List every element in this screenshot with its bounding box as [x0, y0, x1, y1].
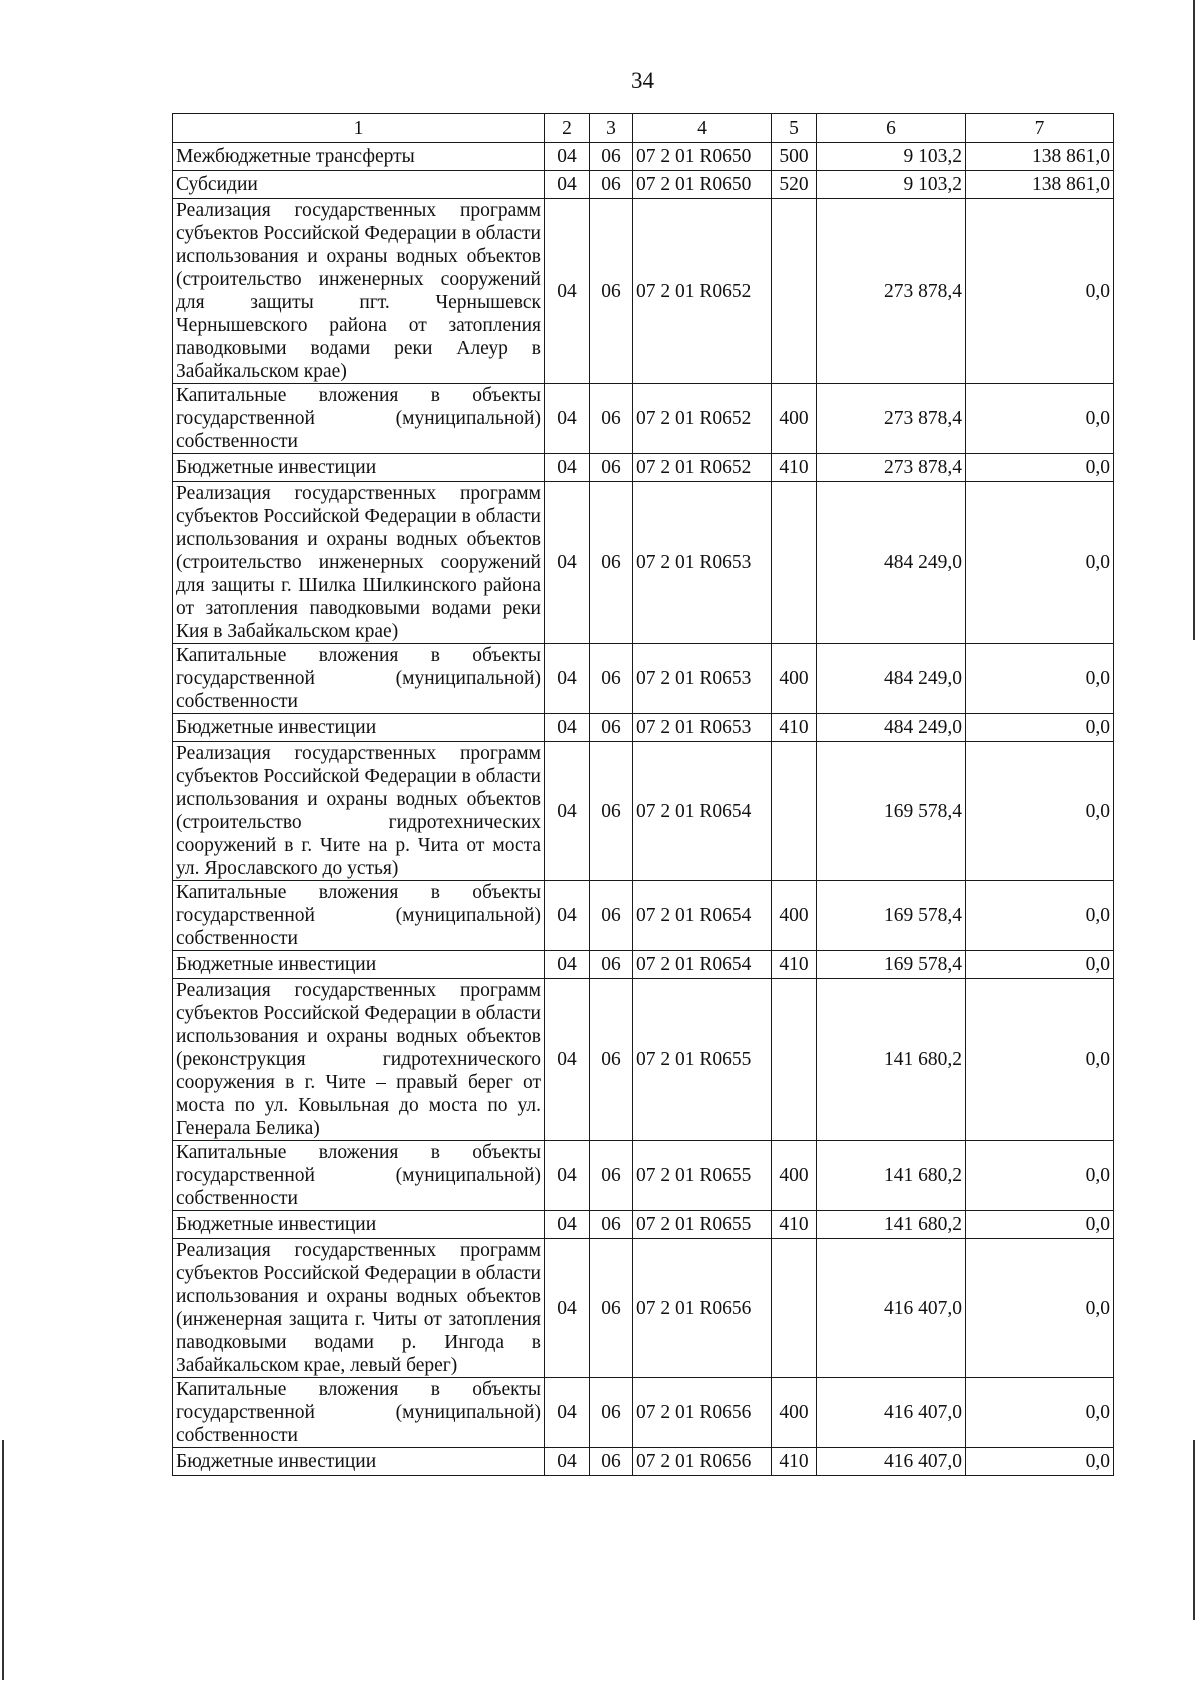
- row-target-code: 07 2 01 R0650: [633, 143, 772, 171]
- scan-artifact-right-edge-lower: [1193, 1440, 1195, 1620]
- row-amount-year1: 273 878,4: [817, 384, 966, 454]
- row-subsection: 06: [590, 1211, 633, 1239]
- row-amount-year2: 0,0: [966, 1448, 1114, 1476]
- row-amount-year1: 9 103,2: [817, 171, 966, 199]
- row-section: 04: [545, 979, 590, 1141]
- row-subsection: 06: [590, 714, 633, 742]
- row-name: Бюджетные инвестиции: [173, 454, 545, 482]
- row-expense-type: [772, 742, 817, 881]
- row-target-code: 07 2 01 R0652: [633, 199, 772, 384]
- row-name: Субсидии: [173, 171, 545, 199]
- row-section: 04: [545, 714, 590, 742]
- row-expense-type: 500: [772, 143, 817, 171]
- table-row: [173, 714, 1114, 742]
- column-header: 6: [817, 114, 966, 143]
- row-subsection: 06: [590, 384, 633, 454]
- row-section: 04: [545, 951, 590, 979]
- row-amount-year2: 0,0: [966, 979, 1114, 1141]
- column-header: 3: [590, 114, 633, 143]
- row-amount-year2: 0,0: [966, 454, 1114, 482]
- row-amount-year1: 9 103,2: [817, 143, 966, 171]
- row-name: Реализация государственных программ субъектов Российской Федерации в области использования и охраны водных объектов (инженерная защита г. Читы от затопления паводковыми водами р. Ингода в Забайкальском крае, левый берег): [173, 1239, 545, 1378]
- column-header: 2: [545, 114, 590, 143]
- row-target-code: 07 2 01 R0653: [633, 644, 772, 714]
- row-section: 04: [545, 742, 590, 881]
- row-section: 04: [545, 384, 590, 454]
- row-amount-year2: 138 861,0: [966, 171, 1114, 199]
- row-name: Реализация государственных программ субъектов Российской Федерации в области использования и охраны водных объектов (строительство инженерных сооружений для защиты г. Шилка Шилкинского района от затопления паводковыми водами реки Кия в Забайкальском крае): [173, 482, 545, 644]
- row-amount-year1: 169 578,4: [817, 881, 966, 951]
- row-expense-type: 410: [772, 454, 817, 482]
- row-section: 04: [545, 1239, 590, 1378]
- row-amount-year2: 0,0: [966, 644, 1114, 714]
- row-subsection: 06: [590, 951, 633, 979]
- row-section: 04: [545, 171, 590, 199]
- row-subsection: 06: [590, 199, 633, 384]
- row-subsection: 06: [590, 1239, 633, 1378]
- column-header: 1: [173, 114, 545, 143]
- row-section: 04: [545, 644, 590, 714]
- row-name: Реализация государственных программ субъектов Российской Федерации в области использования и охраны водных объектов (реконструкция гидротехнического сооружения в г. Чите – правый берег от моста по ул. Ковыльная до моста по ул. Генерала Белика): [173, 979, 545, 1141]
- row-name: Капитальные вложения в объекты государственной (муниципальной) собственности: [173, 384, 545, 454]
- row-subsection: 06: [590, 979, 633, 1141]
- row-subsection: 06: [590, 742, 633, 881]
- row-subsection: 06: [590, 143, 633, 171]
- row-expense-type: 400: [772, 881, 817, 951]
- row-section: 04: [545, 454, 590, 482]
- column-header: 5: [772, 114, 817, 143]
- row-amount-year1: 484 249,0: [817, 714, 966, 742]
- row-amount-year2: 0,0: [966, 1141, 1114, 1211]
- row-target-code: 07 2 01 R0653: [633, 714, 772, 742]
- row-target-code: 07 2 01 R0652: [633, 384, 772, 454]
- row-target-code: 07 2 01 R0652: [633, 454, 772, 482]
- row-target-code: 07 2 01 R0653: [633, 482, 772, 644]
- row-expense-type: [772, 979, 817, 1141]
- table-row: [173, 979, 1114, 1141]
- row-section: 04: [545, 881, 590, 951]
- table-row: [173, 742, 1114, 881]
- row-section: 04: [545, 143, 590, 171]
- row-expense-type: [772, 482, 817, 644]
- row-amount-year1: 169 578,4: [817, 742, 966, 881]
- row-expense-type: 400: [772, 1141, 817, 1211]
- row-section: 04: [545, 1141, 590, 1211]
- table-header-row: [173, 114, 1114, 143]
- row-section: 04: [545, 199, 590, 384]
- row-section: 04: [545, 1211, 590, 1239]
- table-row: [173, 881, 1114, 951]
- row-section: 04: [545, 1378, 590, 1448]
- row-amount-year1: 141 680,2: [817, 1211, 966, 1239]
- row-amount-year2: 0,0: [966, 742, 1114, 881]
- row-subsection: 06: [590, 482, 633, 644]
- row-expense-type: [772, 199, 817, 384]
- table-row: [173, 171, 1114, 199]
- row-target-code: 07 2 01 R0654: [633, 951, 772, 979]
- row-name: Реализация государственных программ субъектов Российской Федерации в области использования и охраны водных объектов (строительство инженерных сооружений для защиты пгт. Чернышевск Чернышевского района от затопления паводковыми водами реки Алеур в Забайкальском крае): [173, 199, 545, 384]
- row-amount-year2: 138 861,0: [966, 143, 1114, 171]
- row-expense-type: 410: [772, 1211, 817, 1239]
- row-amount-year2: 0,0: [966, 1378, 1114, 1448]
- row-amount-year1: 484 249,0: [817, 482, 966, 644]
- row-name: Бюджетные инвестиции: [173, 1448, 545, 1476]
- row-amount-year1: 141 680,2: [817, 1141, 966, 1211]
- table-row: [173, 1448, 1114, 1476]
- row-amount-year2: 0,0: [966, 384, 1114, 454]
- column-header: 4: [633, 114, 772, 143]
- row-amount-year1: 273 878,4: [817, 454, 966, 482]
- scan-artifact-right-edge: [1193, 0, 1195, 640]
- row-subsection: 06: [590, 1448, 633, 1476]
- row-name: Бюджетные инвестиции: [173, 714, 545, 742]
- row-amount-year2: 0,0: [966, 482, 1114, 644]
- row-target-code: 07 2 01 R0656: [633, 1239, 772, 1378]
- table-row: [173, 384, 1114, 454]
- row-subsection: 06: [590, 1378, 633, 1448]
- row-expense-type: 400: [772, 1378, 817, 1448]
- row-expense-type: 410: [772, 714, 817, 742]
- column-header: 7: [966, 114, 1114, 143]
- row-expense-type: 410: [772, 1448, 817, 1476]
- row-subsection: 06: [590, 454, 633, 482]
- row-target-code: 07 2 01 R0655: [633, 1141, 772, 1211]
- row-amount-year2: 0,0: [966, 951, 1114, 979]
- table-row: [173, 951, 1114, 979]
- row-expense-type: 410: [772, 951, 817, 979]
- row-name: Бюджетные инвестиции: [173, 951, 545, 979]
- row-target-code: 07 2 01 R0656: [633, 1448, 772, 1476]
- table-row: [173, 644, 1114, 714]
- row-amount-year1: 273 878,4: [817, 199, 966, 384]
- row-amount-year1: 484 249,0: [817, 644, 966, 714]
- table-row: [173, 1239, 1114, 1378]
- row-target-code: 07 2 01 R0654: [633, 742, 772, 881]
- row-amount-year1: 416 407,0: [817, 1378, 966, 1448]
- page-number: 34: [631, 68, 654, 93]
- table-row: [173, 143, 1114, 171]
- table-row: [173, 482, 1114, 644]
- row-expense-type: 520: [772, 171, 817, 199]
- row-amount-year1: 141 680,2: [817, 979, 966, 1141]
- row-target-code: 07 2 01 R0655: [633, 1211, 772, 1239]
- table-row: [173, 1378, 1114, 1448]
- table-row: [173, 1211, 1114, 1239]
- row-name: Капитальные вложения в объекты государственной (муниципальной) собственности: [173, 881, 545, 951]
- row-section: 04: [545, 1448, 590, 1476]
- row-amount-year2: 0,0: [966, 1239, 1114, 1378]
- scan-artifact-left-edge: [2, 1440, 4, 1680]
- row-name: Капитальные вложения в объекты государственной (муниципальной) собственности: [173, 1378, 545, 1448]
- row-amount-year1: 416 407,0: [817, 1239, 966, 1378]
- table-row: [173, 199, 1114, 384]
- row-name: Капитальные вложения в объекты государственной (муниципальной) собственности: [173, 1141, 545, 1211]
- row-target-code: 07 2 01 R0650: [633, 171, 772, 199]
- row-subsection: 06: [590, 881, 633, 951]
- table-row: [173, 1141, 1114, 1211]
- row-amount-year2: 0,0: [966, 714, 1114, 742]
- budget-table: [172, 113, 1114, 1476]
- row-subsection: 06: [590, 1141, 633, 1211]
- row-expense-type: 400: [772, 384, 817, 454]
- row-section: 04: [545, 482, 590, 644]
- row-name: Реализация государственных программ субъектов Российской Федерации в области использования и охраны водных объектов (строительство гидротехнических сооружений в г. Чите на р. Чита от моста ул. Ярославского до устья): [173, 742, 545, 881]
- row-expense-type: 400: [772, 644, 817, 714]
- row-subsection: 06: [590, 644, 633, 714]
- row-amount-year1: 416 407,0: [817, 1448, 966, 1476]
- table-row: [173, 454, 1114, 482]
- row-target-code: 07 2 01 R0654: [633, 881, 772, 951]
- row-target-code: 07 2 01 R0656: [633, 1378, 772, 1448]
- row-target-code: 07 2 01 R0655: [633, 979, 772, 1141]
- row-subsection: 06: [590, 171, 633, 199]
- row-amount-year2: 0,0: [966, 881, 1114, 951]
- row-expense-type: [772, 1239, 817, 1378]
- row-name: Капитальные вложения в объекты государственной (муниципальной) собственности: [173, 644, 545, 714]
- row-amount-year1: 169 578,4: [817, 951, 966, 979]
- row-amount-year2: 0,0: [966, 199, 1114, 384]
- row-name: Бюджетные инвестиции: [173, 1211, 545, 1239]
- row-amount-year2: 0,0: [966, 1211, 1114, 1239]
- row-name: Межбюджетные трансферты: [173, 143, 545, 171]
